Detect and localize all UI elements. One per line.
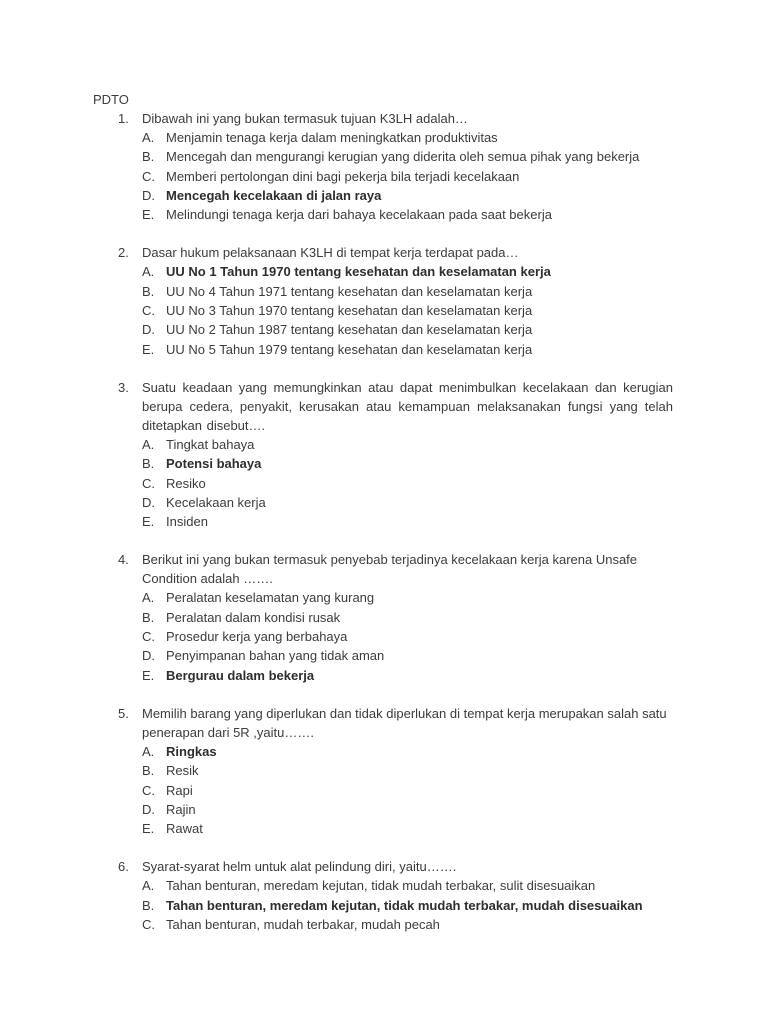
question-item: [93, 109, 673, 224]
answer-option: [93, 646, 673, 665]
option-text: Tahan benturan, meredam kejutan, tidak mudah terbakar, sulit disesuaikan: [166, 878, 596, 894]
option-text: Melindungi tenaga kerja dari bahaya kecelakaan pada saat bekerja: [166, 207, 552, 223]
option-letter: B.: [142, 763, 155, 779]
question-number: 5.: [118, 705, 129, 721]
question-stem: [93, 109, 673, 128]
question-text: Suatu keadaan yang memungkinkan atau dapat menimbulkan kecelakaan dan kerugian berupa cedera, penyakit, kerusakan atau kemampuan melaksanakan fungsi yang telah ditetapkan disebut….: [142, 379, 673, 433]
answer-option: [93, 147, 673, 166]
answer-option-highlighted: [93, 666, 673, 685]
option-text: Tahan benturan, mudah terbakar, mudah pecah: [166, 917, 440, 933]
option-letter: E.: [142, 341, 155, 357]
option-letter: D.: [142, 801, 155, 817]
answer-option: [93, 512, 673, 531]
option-letter: A.: [142, 878, 155, 894]
answer-option: [93, 627, 673, 646]
option-text: Mencegah kecelakaan di jalan raya: [166, 187, 382, 203]
question-text: Memilih barang yang diperlukan dan tidak diperlukan di tempat kerja merupakan salah satu penerapan dari 5R ,yaitu…….: [142, 705, 667, 740]
option-text: Peralatan keselamatan yang kurang: [166, 590, 375, 606]
answer-option: [93, 493, 673, 512]
option-letter: A.: [142, 743, 155, 759]
question-item: [93, 704, 673, 838]
question-number: 6.: [118, 859, 129, 875]
question-stem: [93, 550, 673, 588]
answer-option: [93, 800, 673, 819]
option-text: Mencegah dan mengurangi kerugian yang diderita oleh semua pihak yang bekerja: [166, 149, 640, 165]
option-text: Rapi: [166, 782, 193, 798]
option-letter: A.: [142, 436, 155, 452]
answer-option: [93, 340, 673, 359]
option-text: UU No 3 Tahun 1970 tentang kesehatan dan keselamatan kerja: [166, 303, 533, 319]
answer-option-highlighted: [93, 262, 673, 281]
question-text: Syarat-syarat helm untuk alat pelindung diri, yaitu…….: [142, 859, 457, 875]
option-text: Tahan benturan, meredam kejutan, tidak mudah terbakar, mudah disesuaikan: [166, 897, 643, 913]
option-letter: D.: [142, 322, 155, 338]
answer-option: [93, 588, 673, 607]
option-text: Ringkas: [166, 743, 217, 759]
answer-option: [93, 320, 673, 339]
question-item: [93, 243, 673, 358]
option-letter: E.: [142, 207, 155, 223]
option-text: Insiden: [166, 514, 208, 530]
option-letter: A.: [142, 590, 155, 606]
option-text: Memberi pertolongan dini bagi pekerja bila terjadi kecelakaan: [166, 168, 520, 184]
option-text: Rawat: [166, 821, 203, 837]
answer-option: [93, 781, 673, 800]
option-letter: B.: [142, 897, 155, 913]
option-text: UU No 2 Tahun 1987 tentang kesehatan dan keselamatan kerja: [166, 322, 533, 338]
question-text: Dibawah ini yang bukan termasuk tujuan K3LH adalah…: [142, 111, 468, 126]
answer-option: [93, 435, 673, 454]
answer-option-highlighted: [93, 186, 673, 205]
option-letter: B.: [142, 609, 155, 625]
option-letter: C.: [142, 782, 155, 798]
question-number: 3.: [118, 379, 129, 395]
option-text: Rajin: [166, 801, 196, 817]
option-letter: D.: [142, 648, 155, 664]
answer-option: [93, 128, 673, 147]
option-letter: C.: [142, 917, 155, 933]
option-text: Potensi bahaya: [166, 456, 262, 472]
option-text: UU No 1 Tahun 1970 tentang kesehatan dan keselamatan kerja: [166, 264, 551, 280]
option-letter: B.: [142, 283, 155, 299]
answer-option-highlighted: [93, 454, 673, 473]
answer-option: [93, 301, 673, 320]
question-item: [93, 857, 673, 934]
answer-option: [93, 819, 673, 838]
option-text: Kecelakaan kerja: [166, 494, 266, 510]
question-item: [93, 550, 673, 684]
option-letter: E.: [142, 514, 155, 530]
answer-option: [93, 474, 673, 493]
option-letter: C.: [142, 475, 155, 491]
option-letter: C.: [142, 303, 155, 319]
option-text: Bergurau dalam bekerja: [166, 667, 315, 683]
option-letter: A.: [142, 264, 155, 280]
option-letter: B.: [142, 149, 155, 165]
option-letter: B.: [142, 456, 155, 472]
document-title: PDTO: [93, 92, 129, 107]
answer-option: [93, 876, 673, 895]
answer-option: [93, 167, 673, 186]
answer-option: [93, 282, 673, 301]
question-number: 1.: [118, 111, 129, 126]
option-text: UU No 5 Tahun 1979 tentang kesehatan dan keselamatan kerja: [166, 341, 533, 357]
option-text: Penyimpanan bahan yang tidak aman: [166, 648, 385, 664]
option-letter: E.: [142, 821, 155, 837]
option-letter: D.: [142, 187, 155, 203]
option-text: Prosedur kerja yang berbahaya: [166, 629, 348, 645]
option-letter: C.: [142, 168, 155, 184]
question-text: Dasar hukum pelaksanaan K3LH di tempat kerja terdapat pada…: [142, 245, 519, 261]
question-item: [93, 378, 673, 531]
question-stem: [93, 378, 673, 435]
answer-option: [93, 915, 673, 934]
option-text: Menjamin tenaga kerja dalam meningkatkan produktivitas: [166, 130, 498, 145]
option-text: UU No 4 Tahun 1971 tentang kesehatan dan keselamatan kerja: [166, 283, 533, 299]
answer-option: [93, 761, 673, 780]
answer-option: [93, 205, 673, 224]
option-letter: D.: [142, 494, 155, 510]
option-text: Tingkat bahaya: [166, 436, 255, 452]
option-text: Resik: [166, 763, 199, 779]
question-stem: [93, 704, 673, 742]
answer-option: [93, 608, 673, 627]
question-text: Berikut ini yang bukan termasuk penyebab terjadinya kecelakaan kerja karena Unsafe Condition adalah …….: [142, 552, 638, 587]
question-stem: [93, 857, 673, 876]
option-letter: C.: [142, 629, 155, 645]
question-list: [93, 109, 673, 953]
option-text: Peralatan dalam kondisi rusak: [166, 609, 341, 625]
option-letter: A.: [142, 130, 155, 145]
option-letter: E.: [142, 667, 155, 683]
option-text: Resiko: [166, 475, 206, 491]
question-number: 4.: [118, 552, 129, 568]
question-number: 2.: [118, 245, 129, 261]
question-stem: [93, 243, 673, 262]
answer-option-highlighted: [93, 742, 673, 761]
answer-option-highlighted: [93, 896, 673, 915]
